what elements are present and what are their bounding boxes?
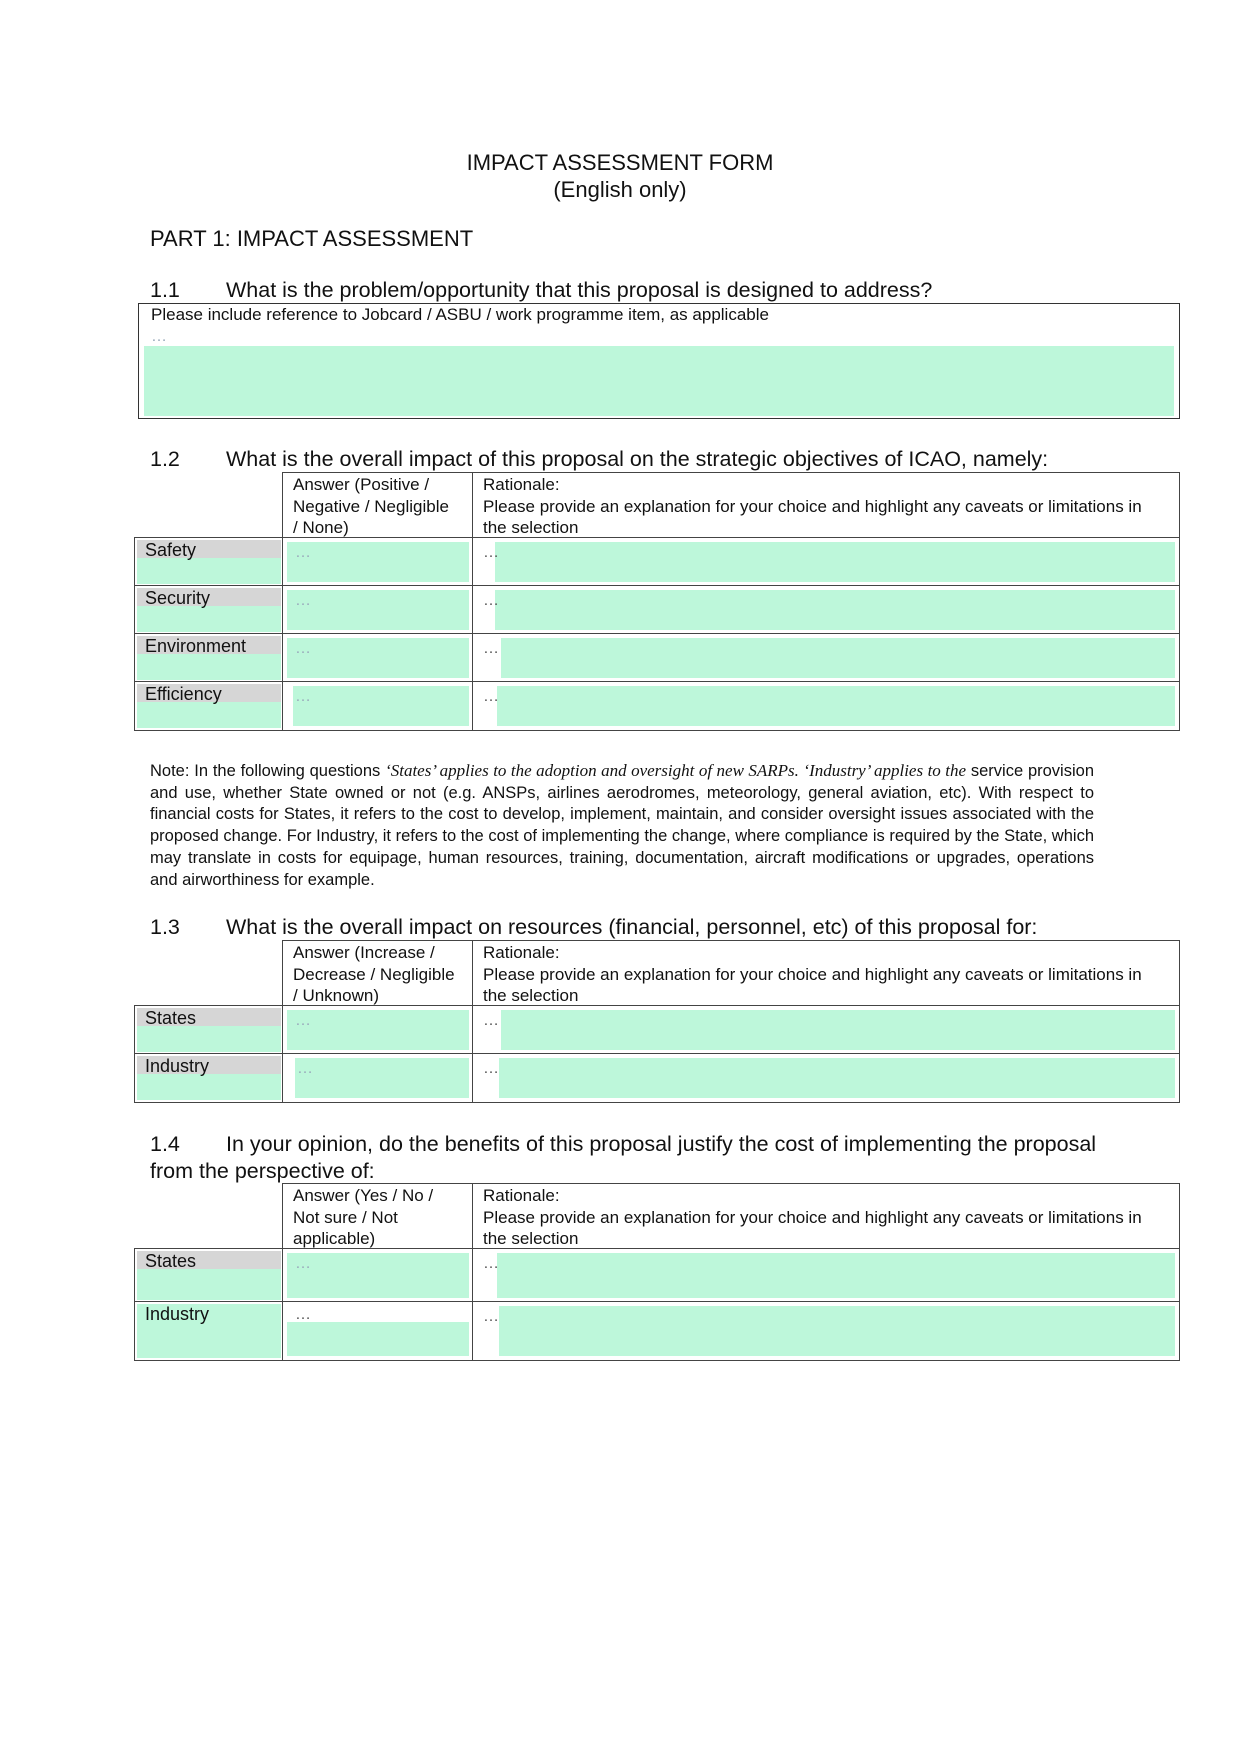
rationale-header-line: the selection — [483, 986, 579, 1005]
row-label-text: Industry — [145, 1304, 210, 1324]
rationale-header-line: Please provide an explanation for your choice and highlight any caveats or limitations in — [483, 1207, 1142, 1227]
rationale-header-line: the selection — [483, 518, 579, 537]
row-label-states — [134, 1005, 284, 1055]
question-text-line2: from the perspective of: — [150, 1159, 375, 1183]
note-rest: service provision and use, whether State owned or not (e.g. ANSPs, airlines aerodromes, meteorology, general aviation, etc). With respect to financial costs for States, it refers to the cost to develop, implement, maintain, and consider oversight issues associated with the proposed change. For Industry, it refers to the cost of implementing the change, where compliance is required by the State, which may translate in costs for equipage, human resources, training, documentation, aircraft modifications or upgrades, operations and airworthiness for example. — [150, 762, 1094, 889]
answer-cell-environment — [282, 633, 474, 683]
answer-input-states[interactable] — [287, 1253, 469, 1298]
rationale-cell-states — [472, 1248, 1180, 1303]
problem-placeholder: … — [151, 328, 168, 345]
answer-placeholder: … — [295, 640, 312, 657]
rationale-placeholder: … — [483, 640, 500, 657]
answer-cell-industry — [282, 1301, 474, 1361]
rationale-cell-safety — [472, 537, 1180, 587]
rationale-placeholder: … — [483, 544, 500, 561]
rationale-cell-industry — [472, 1053, 1180, 1103]
rationale-placeholder: … — [483, 688, 500, 705]
rationale-input-safety[interactable] — [495, 542, 1175, 582]
answer-header-line: Decrease / Negligible — [293, 964, 455, 984]
question-text-line1: In your opinion, do the benefits of this proposal justify the cost of implementing the proposal — [226, 1132, 1097, 1156]
rationale-header-cell — [472, 472, 1180, 538]
row-label-industry — [134, 1053, 284, 1103]
answer-placeholder: … — [295, 1012, 312, 1029]
rationale-input-environment[interactable] — [501, 638, 1175, 678]
rationale-header-line: Rationale: — [483, 475, 560, 494]
answer-header-line: Answer (Yes / No / — [293, 1186, 434, 1205]
question-text: What is the problem/opportunity that this proposal is designed to address? — [226, 278, 933, 302]
row-label-industry — [134, 1301, 284, 1361]
answer-placeholder: … — [295, 1306, 312, 1323]
answer-input-security[interactable] — [287, 590, 469, 630]
rationale-cell-industry — [472, 1301, 1180, 1361]
answer-placeholder: … — [295, 592, 312, 609]
note-italic: ‘States’ applies to the adoption and oversight of new SARPs. ‘Industry’ applies to the — [385, 761, 967, 780]
question-number: 1.1 — [150, 278, 180, 302]
answer-header-line: / None) — [293, 518, 349, 537]
rationale-cell-environment — [472, 633, 1180, 683]
question-text: What is the overall impact of this proposal on the strategic objectives of ICAO, namely: — [226, 447, 1049, 471]
answer-cell-security — [282, 585, 474, 635]
row-label-text: Environment — [145, 636, 247, 656]
answer-header-cell — [282, 940, 474, 1006]
row-label-security — [134, 585, 284, 635]
rationale-placeholder: … — [483, 1012, 500, 1029]
rationale-input-security[interactable] — [495, 590, 1175, 630]
rationale-header-line: Rationale: — [483, 1186, 560, 1205]
rationale-header-line: Please provide an explanation for your choice and highlight any caveats or limitations in — [483, 496, 1142, 516]
answer-placeholder: … — [295, 544, 312, 561]
rationale-header-cell — [472, 1183, 1180, 1249]
explanatory-note — [150, 760, 1094, 891]
answer-placeholder: … — [295, 688, 312, 705]
rationale-cell-states — [472, 1005, 1180, 1055]
rationale-placeholder: … — [483, 1308, 500, 1325]
rationale-input-states[interactable] — [497, 1253, 1175, 1298]
rationale-input-industry[interactable] — [499, 1058, 1175, 1098]
answer-cell-industry — [282, 1053, 474, 1103]
row-label-text: Efficiency — [145, 684, 222, 704]
rationale-placeholder: … — [483, 1060, 500, 1077]
row-label-safety — [134, 537, 284, 587]
question-text: What is the overall impact on resources (financial, personnel, etc) of this proposal for: — [226, 915, 1038, 939]
answer-input-environment[interactable] — [287, 638, 469, 678]
problem-input-field[interactable] — [144, 346, 1174, 416]
question-1-4 — [150, 1131, 1100, 1185]
row-label-text: Security — [145, 588, 211, 608]
row-label-text: Industry — [145, 1056, 210, 1076]
answer-cell-states — [282, 1005, 474, 1055]
question-1-3 — [150, 915, 1037, 940]
answer-input-safety[interactable] — [287, 542, 469, 582]
rationale-header-line: Please provide an explanation for your choice and highlight any caveats or limitations in — [483, 964, 1142, 984]
answer-header-line: Not sure / Not — [293, 1207, 398, 1227]
answer-header-cell — [282, 472, 474, 538]
answer-placeholder: … — [297, 1060, 314, 1077]
row-label-text: States — [145, 1008, 197, 1028]
form-subtitle: (English only) — [553, 177, 687, 202]
form-title: IMPACT ASSESSMENT FORM — [466, 150, 774, 175]
problem-description-box — [138, 303, 1180, 419]
note-lead: Note: In the following questions — [150, 762, 386, 780]
answer-header-line: Answer (Positive / — [293, 475, 430, 494]
answer-input-states[interactable] — [287, 1010, 469, 1050]
row-label-text: States — [145, 1251, 197, 1271]
row-label-environment — [134, 633, 284, 683]
answer-input-industry[interactable] — [295, 1058, 469, 1098]
rationale-input-efficiency[interactable] — [497, 686, 1175, 726]
answer-header-line: / Unknown) — [293, 986, 379, 1005]
answer-cell-safety — [282, 537, 474, 587]
answer-cell-efficiency — [282, 681, 474, 731]
question-number: 1.4 — [150, 1132, 180, 1156]
row-label-efficiency — [134, 681, 284, 731]
rationale-header-line: the selection — [483, 1229, 579, 1248]
row-label-text: Safety — [145, 540, 197, 560]
answer-cell-states — [282, 1248, 474, 1303]
rationale-header-line: Rationale: — [483, 943, 560, 962]
rationale-placeholder: … — [483, 1255, 500, 1272]
question-number: 1.3 — [150, 915, 180, 939]
rationale-input-industry[interactable] — [499, 1306, 1175, 1356]
question-1-1 — [150, 278, 932, 303]
answer-header-line: Negative / Negligible — [293, 496, 449, 516]
rationale-header-cell — [472, 940, 1180, 1006]
question-1-2 — [150, 447, 1048, 472]
rationale-cell-efficiency — [472, 681, 1180, 731]
answer-header-line: Answer (Increase / — [293, 943, 435, 962]
answer-input-industry[interactable] — [287, 1322, 469, 1356]
rationale-input-states[interactable] — [501, 1010, 1175, 1050]
rationale-placeholder: … — [483, 592, 500, 609]
answer-header-line: applicable) — [293, 1229, 376, 1248]
answer-header-cell — [282, 1183, 474, 1249]
row-label-states — [134, 1248, 284, 1303]
answer-placeholder: … — [295, 1255, 312, 1272]
rationale-cell-security — [472, 585, 1180, 635]
problem-hint: Please include reference to Jobcard / ASBU / work programme item, as applicable — [151, 305, 769, 324]
question-number: 1.2 — [150, 447, 180, 471]
answer-input-efficiency[interactable] — [293, 686, 469, 726]
part-title: PART 1: IMPACT ASSESSMENT — [150, 226, 474, 251]
